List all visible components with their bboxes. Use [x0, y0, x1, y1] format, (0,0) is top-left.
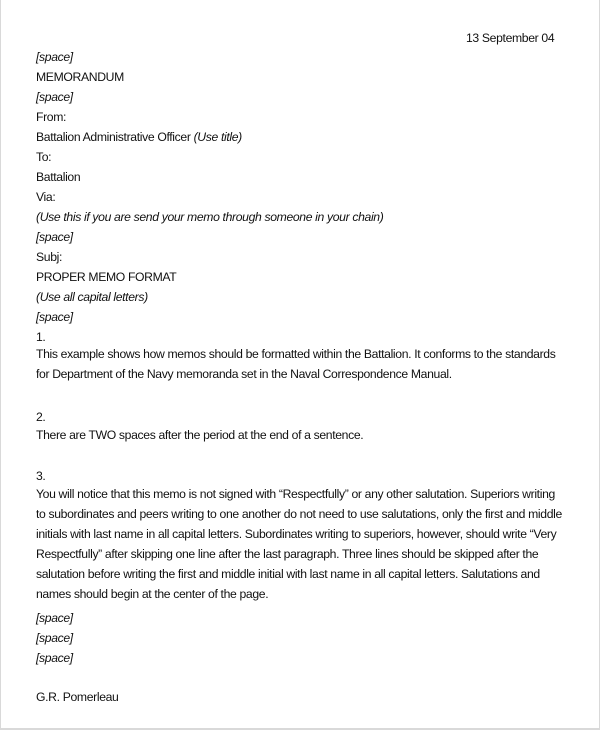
paragraph-number: 2. — [36, 410, 46, 424]
space-placeholder: [space] — [36, 50, 73, 64]
signature: G.R. Pomerleau — [36, 690, 119, 704]
via-label: Via: — [36, 190, 56, 204]
space-placeholder: [space] — [36, 90, 73, 104]
space-placeholder: [space] — [36, 651, 73, 665]
to-value: Battalion — [36, 170, 81, 184]
from-note: (Use title) — [193, 130, 242, 144]
memo-date: 13 September 04 — [466, 31, 555, 45]
paragraph-number: 3. — [36, 469, 46, 483]
via-note: (Use this if you are send your memo through someone in your chain) — [36, 210, 384, 224]
paragraph-number: 1. — [36, 330, 46, 344]
subj-note: (Use all capital letters) — [36, 290, 148, 304]
subj-value: PROPER MEMO FORMAT — [36, 270, 177, 284]
from-label: From: — [36, 110, 67, 124]
paragraph-text: This example shows how memos should be formatted within the Battalion. It conforms to the standards for Department of the Navy memoranda set in the Naval Correspondence Manual. — [36, 347, 556, 381]
paragraph-text: There are TWO spaces after the period at the end of a sentence. — [36, 428, 364, 442]
space-placeholder: [space] — [36, 310, 73, 324]
space-placeholder: [space] — [36, 631, 73, 645]
memo-title: MEMORANDUM — [36, 70, 124, 84]
to-label: To: — [36, 150, 52, 164]
from-line — [36, 130, 242, 144]
subj-label: Subj: — [36, 250, 63, 264]
from-value: Battalion Administrative Officer — [36, 130, 191, 144]
paragraph-text: You will notice that this memo is not signed with “Respectfully” or any other salutation. Superiors writing to subordinates and peers writing to one another do not need to use salutations, only the first and middle initials with last name in all capital letters. Subordinates writing to superiors, however, should write “Very Respectfully” after skipping one line after the last paragraph. Three lines should be skipped after the salutation before writing the first and middle initial with last name in all capital letters. Salutations and names should begin at the center of the page. — [36, 487, 562, 601]
space-placeholder: [space] — [36, 611, 73, 625]
space-placeholder: [space] — [36, 230, 73, 244]
